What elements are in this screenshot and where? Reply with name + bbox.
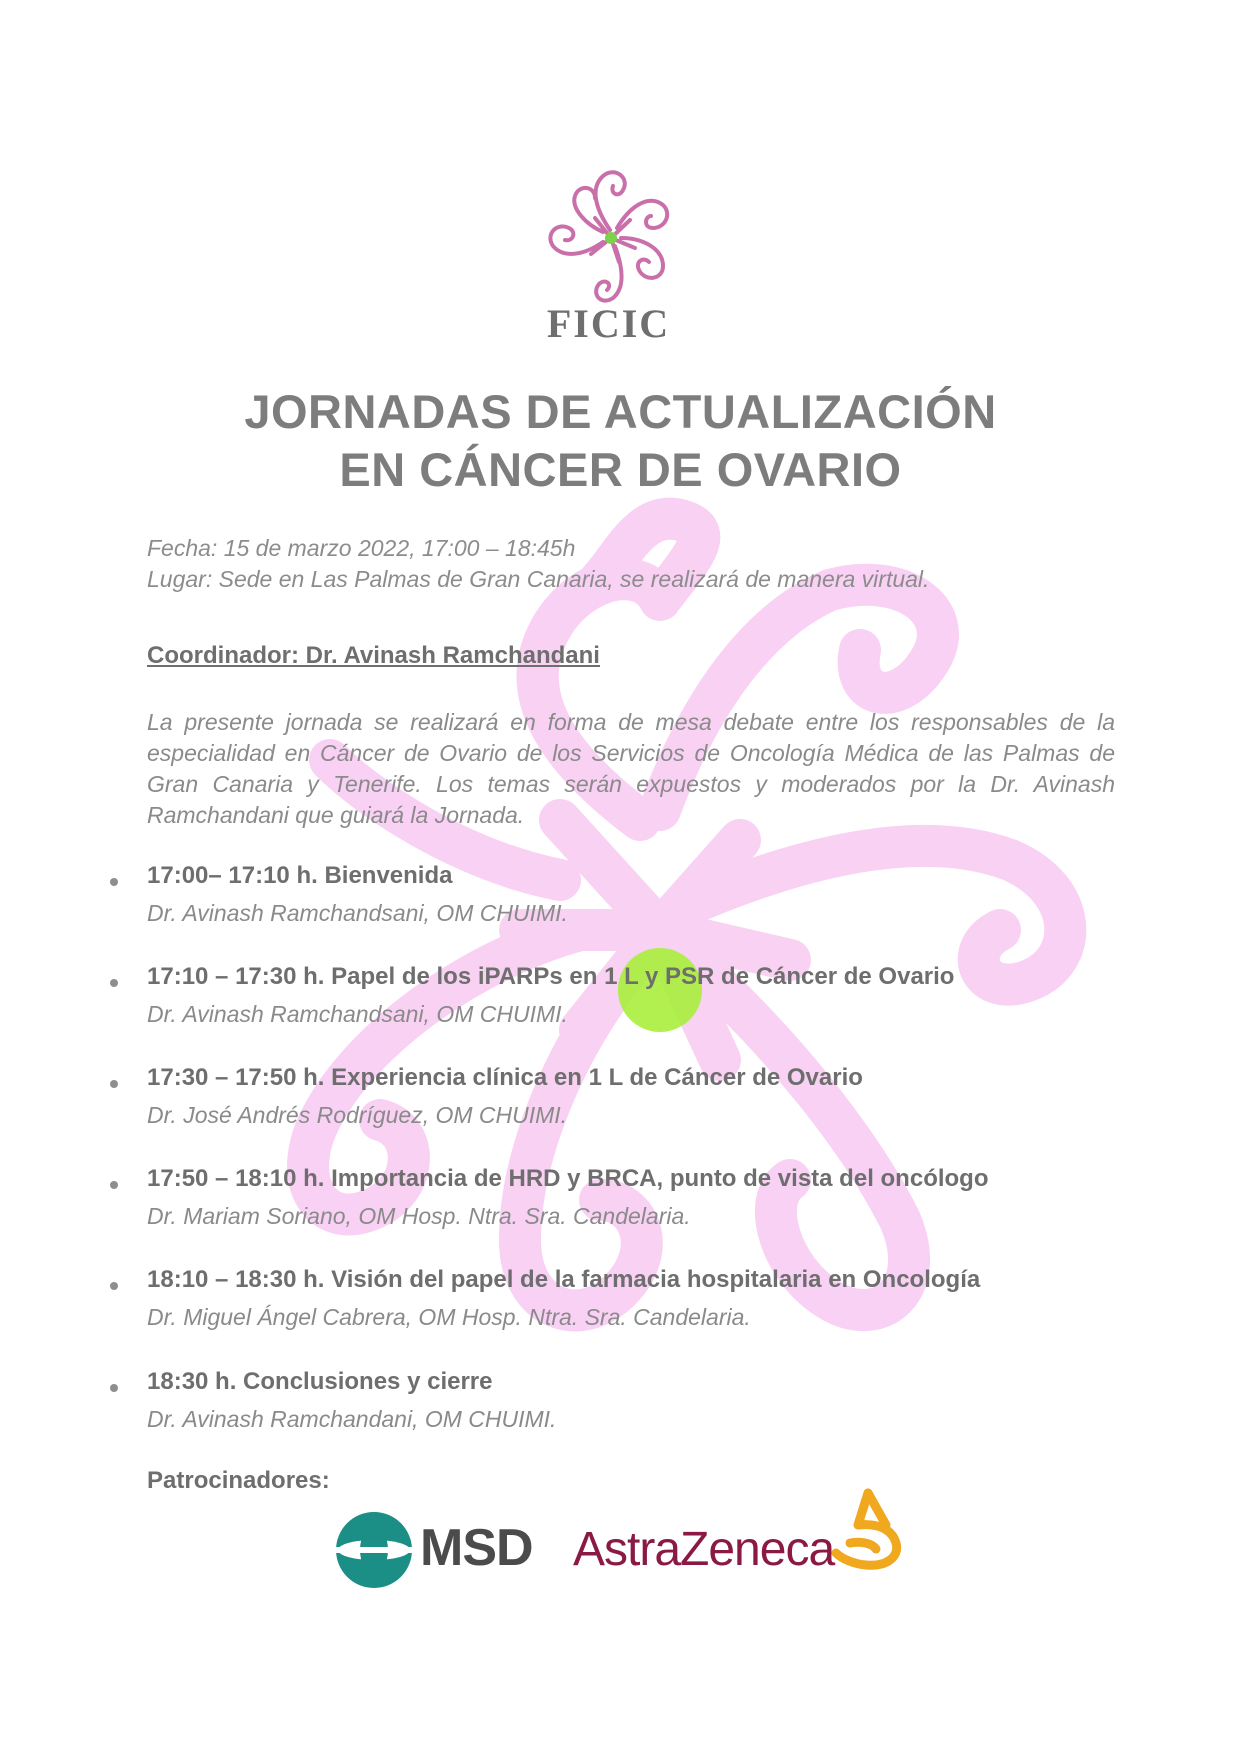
page-title-line-2: EN CÁNCER DE OVARIO (339, 443, 902, 496)
bullet-icon (110, 979, 118, 987)
bullet-icon (110, 1384, 118, 1392)
intro-paragraph: La presente jornada se realizará en forma de mesa debate entre los responsables de la especialidad en Cáncer de Ovario de los Servicios de Oncología Médica de las Palmas de Gran Canaria y Tenerife. Los temas serán expuestos y moderados por la Dr. Avinash Ramchandani que guiará la Jornada. (147, 709, 1115, 828)
astrazeneca-symbol-icon (830, 1485, 910, 1575)
agenda-item-title: 17:30 – 17:50 h. Experiencia clínica en 1 L de Cáncer de Ovario (147, 1064, 863, 1091)
agenda-item-title: 17:50 – 18:10 h. Importancia de HRD y BRCA, punto de vista del oncólogo (147, 1165, 989, 1192)
bullet-icon (110, 1181, 118, 1189)
event-date: Fecha: 15 de marzo 2022, 17:00 – 18:45h (147, 535, 576, 561)
agenda-item-speaker: Dr. Avinash Ramchandani, OM CHUIMI. (147, 1406, 557, 1432)
ficic-logo-text: FICIC (546, 301, 671, 346)
astrazeneca-logo-text: AstraZeneca (573, 1523, 835, 1576)
agenda-item-title: 18:10 – 18:30 h. Visión del papel de la farmacia hospitalaria en Oncología (147, 1266, 981, 1293)
agenda-item-speaker: Dr. Mariam Soriano, OM Hosp. Ntra. Sra. Candelaria. (147, 1203, 691, 1229)
agenda-item-speaker: Dr. Avinash Ramchandsani, OM CHUIMI. (147, 1001, 568, 1027)
coordinator-heading: Coordinador: Dr. Avinash Ramchandani (147, 642, 600, 669)
agenda-item-speaker: Dr. José Andrés Rodríguez, OM CHUIMI. (147, 1102, 568, 1128)
page-title-line-1: JORNADAS DE ACTUALIZACIÓN (244, 385, 997, 438)
bullet-icon (110, 878, 118, 886)
bullet-icon (110, 1080, 118, 1088)
sponsors-label: Patrocinadores: (147, 1467, 330, 1494)
agenda-item-title: 17:10 – 17:30 h. Papel de los iPARPs en 1 L y PSR de Cáncer de Ovario (147, 963, 955, 990)
agenda-item-speaker: Dr. Avinash Ramchandsani, OM CHUIMI. (147, 900, 568, 926)
msd-logo-text: MSD (420, 1519, 533, 1577)
agenda-item-title: 18:30 h. Conclusiones y cierre (147, 1368, 493, 1395)
event-location: Lugar: Sede en Las Palmas de Gran Canaria, se realizará de manera virtual. (147, 566, 930, 592)
agenda-item-title: 17:00– 17:10 h. Bienvenida (147, 862, 453, 889)
msd-logo-icon (334, 1510, 414, 1590)
bullet-icon (110, 1282, 118, 1290)
agenda-item-speaker: Dr. Miguel Ángel Cabrera, OM Hosp. Ntra. Sra. Candelaria. (147, 1304, 751, 1330)
